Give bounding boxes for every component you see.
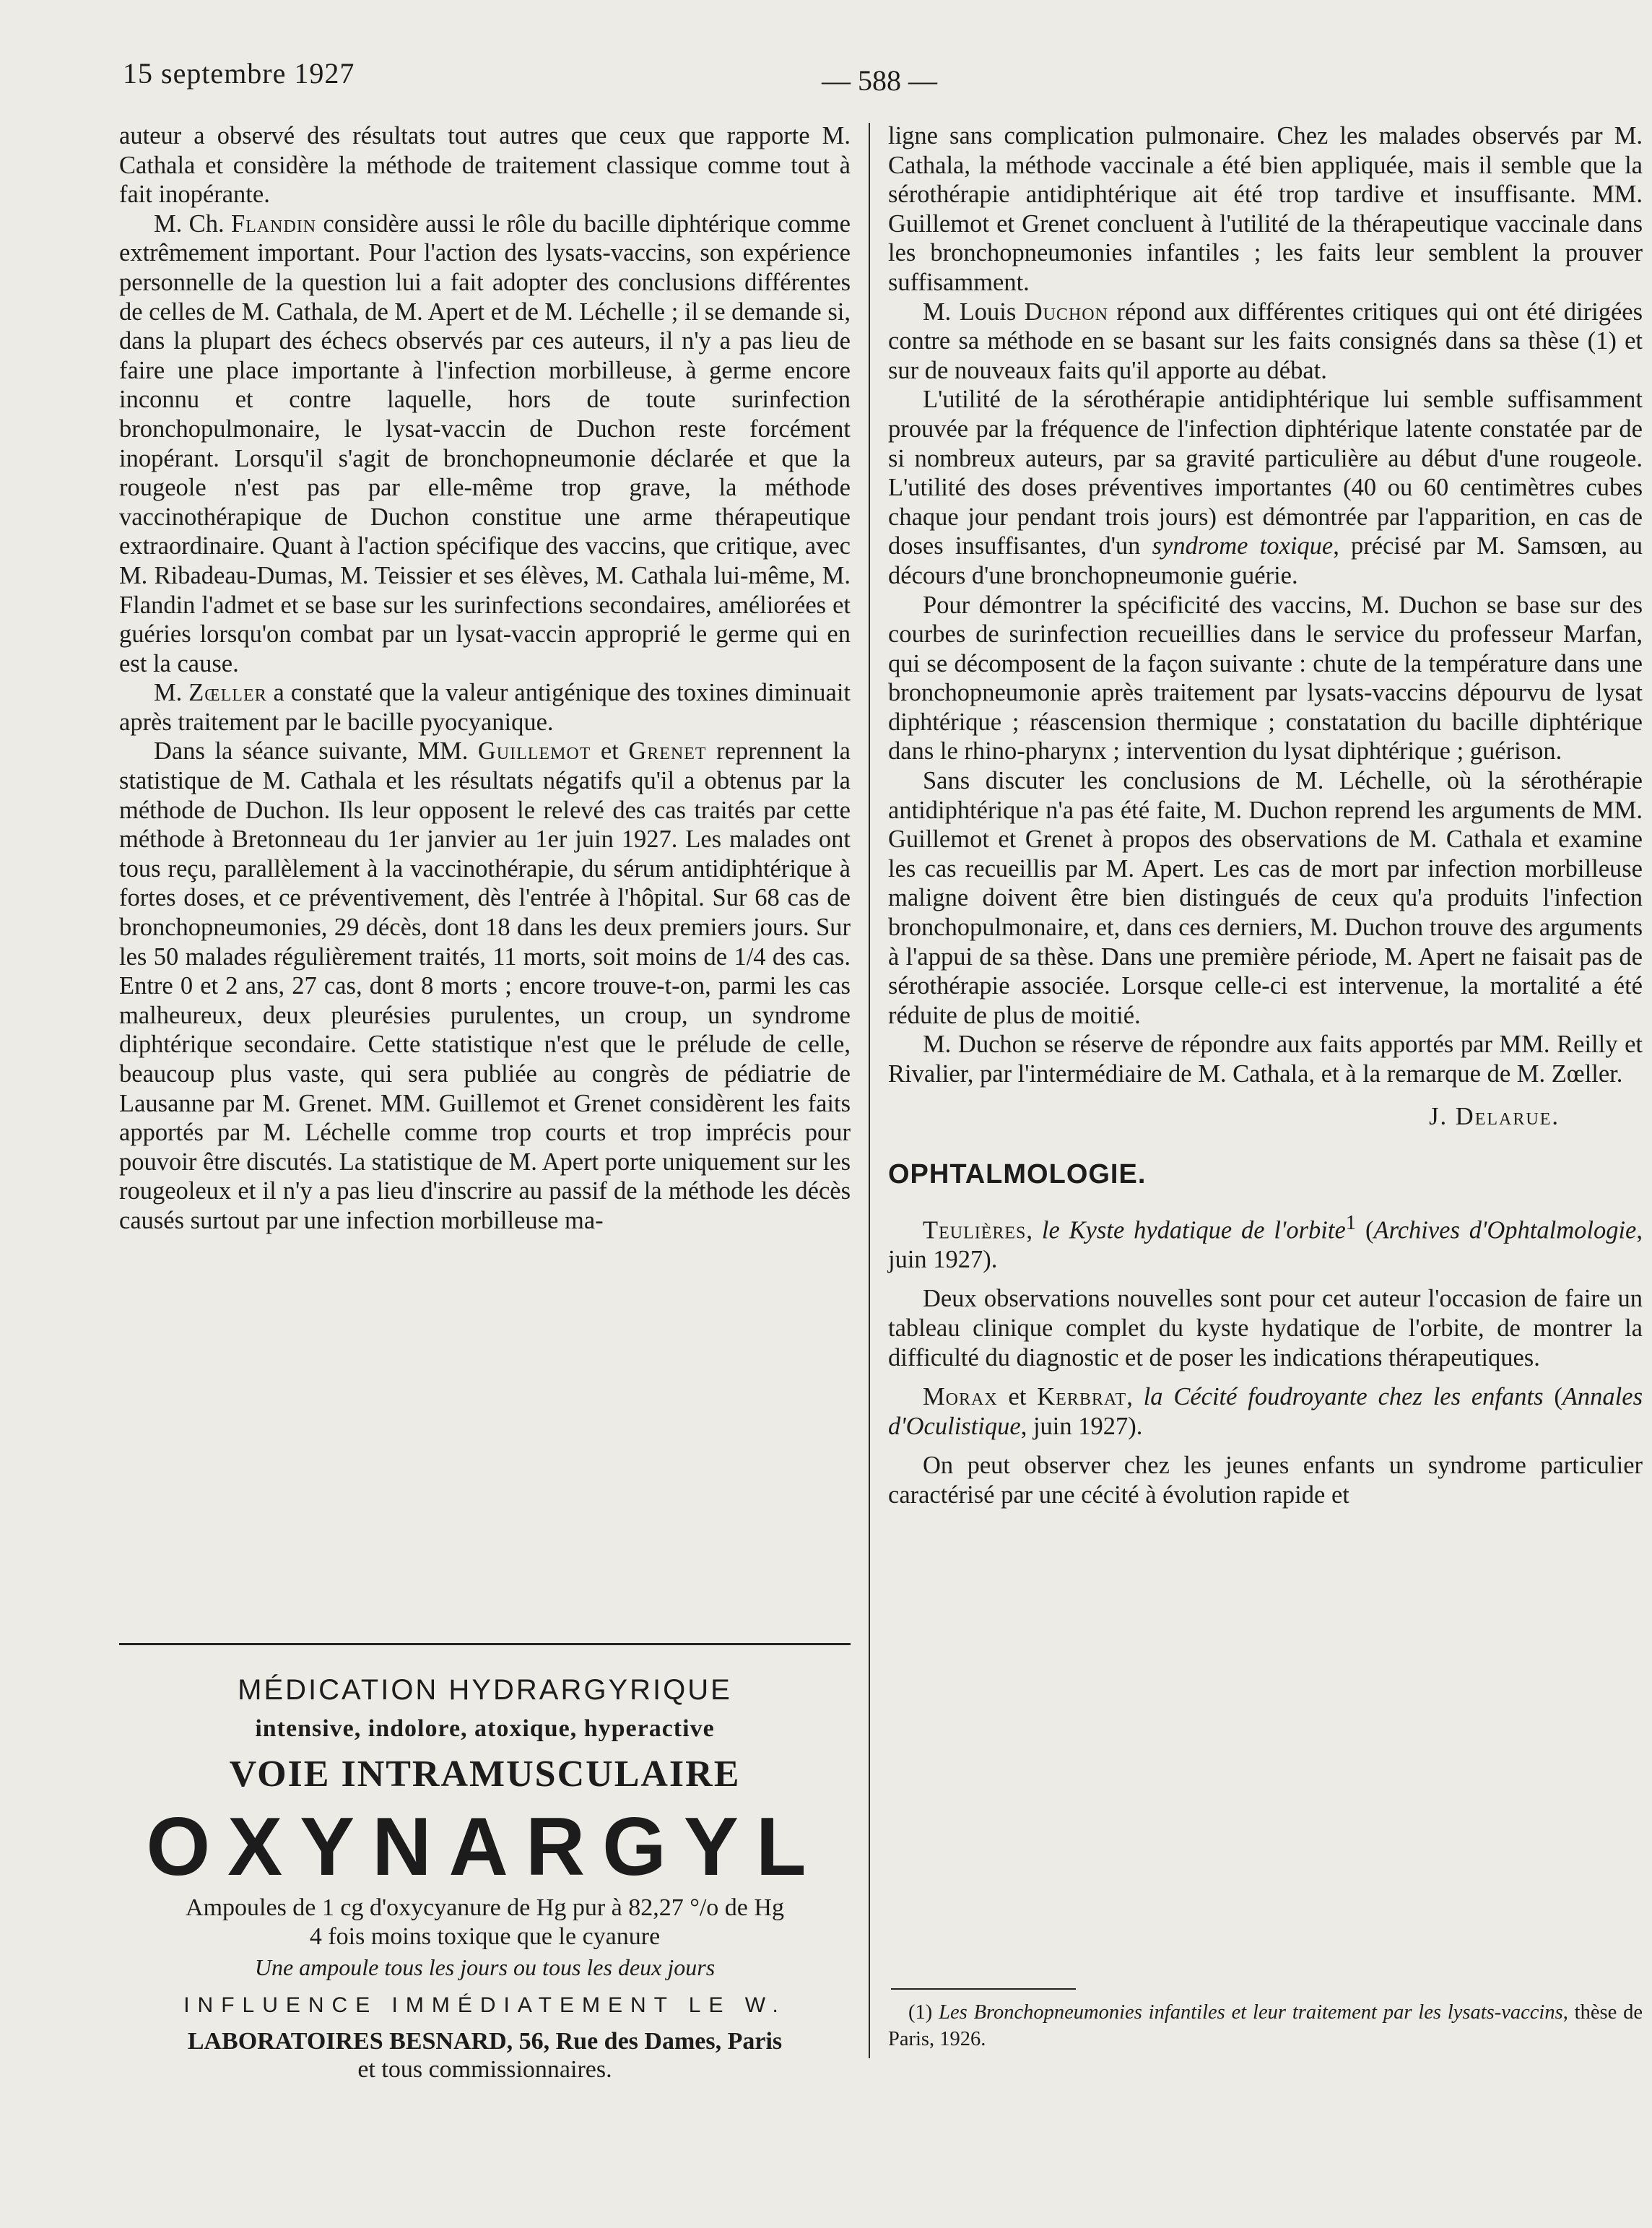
bibliographic-entry: Teulières, le Kyste hydatique de l'orbite$^1$ (Archives d'Ophtalmologie, juin 1927). bbox=[888, 1210, 1643, 1273]
ad-influence: INFLUENCE IMMÉDIATEMENT LE W. bbox=[183, 1993, 786, 2017]
right-column bbox=[888, 121, 1643, 1510]
ad-composition: Ampoules de 1 cg d'oxycyanure de Hg pur à 82,27 °/o de Hg bbox=[186, 1894, 784, 1921]
paragraph: ligne sans complication pulmonaire. Chez les malades observés par M. Cathala, la méthode vaccinale a été bien appliquée, mais il semble que la sérothérapie antidiphtérique ait été trop tardive et insuffisante. MM. Guillemot et Grenet concluent à l'utilité de la thérapeutique vaccinale dans les bronchopneumonies infantiles ; les faits leur semblent la prouver suffisamment. bbox=[888, 122, 1643, 296]
paragraph: Dans la séance suivante, MM. Guillemot et Grenet reprennent la statistique de M. Cathala et les résultats négatifs qu'il a obtenus par la méthode de Duchon. Ils leur opposent le relevé des cas traités par cette méthode à Bretonneau du 1er janvier au 1er juin 1927. Les malades ont tous reçu, parallèlement à la vaccinothérapie, du sérum antidiphtérique à fortes doses, et ce préventivement, dès l'entrée à l'hôpital. Sur 68 cas de bronchopneumonies, 29 décès, dont 18 dans les deux premiers jours. Sur les 50 malades régulièrement traités, 11 morts, soit moins de 1/4 des cas. Entre 0 et 2 ans, 27 cas, dont 8 morts ; encore trouve-t-on, parmi les cas malheureux, deux pleurésies purulentes, un croup, un syndrome diphtérique secondaire. Cette statistique n'est que le prélude de celle, beaucoup plus vaste, qui sera publiée au congrès de pédiatrie de Lausanne par M. Grenet. MM. Guillemot et Grenet considèrent les faits apportés par M. Léchelle comme trop courts et trop imprécis pour pouvoir être discutés. La statistique de M. Apert porte uniquement sur les rougeoleux et il n'y a pas lieu d'inscrire au passif de la méthode les décès causés surtout par une infection morbilleuse ma- bbox=[119, 737, 851, 1234]
paragraph: M. Duchon se réserve de répondre aux faits apportés par MM. Reilly et Rivalier, par l'intermédiaire de M. Cathala, et à la remarque de M. Zœller. bbox=[888, 1031, 1643, 1088]
footnote: (1) Les Bronchopneumonies infantiles et leur traitement par les lysats-vaccins, thèse de Paris, 1926. bbox=[888, 2001, 1643, 2050]
author-name: Guillemot bbox=[477, 737, 591, 766]
advertisement-divider bbox=[119, 1643, 851, 1645]
author-name: Zœller bbox=[188, 679, 267, 707]
footnote-divider bbox=[891, 1988, 1076, 1990]
paragraph: Deux observations nouvelles sont pour cet auteur l'occasion de faire un tableau clinique complet du kyste hydatique de l'orbite, de montrer la difficulté du diagnostic et de poser les indications thérapeutiques. bbox=[888, 1285, 1643, 1371]
ad-title: MÉDICATION HYDRARGYRIQUE bbox=[238, 1674, 732, 1706]
bibliographic-entry: Morax et Kerbrat, la Cécité foudroyante chez les enfants (Annales d'Oculistique, juin 1927). bbox=[888, 1383, 1643, 1440]
author-name: Flandin bbox=[230, 209, 317, 238]
ad-laboratory: LABORATOIRES BESNARD, 56, Rue des Dames, Paris bbox=[187, 2028, 783, 2055]
page-header bbox=[123, 56, 1536, 100]
paragraph: auteur a observé des résultats tout autres que ceux que rapporte M. Cathala et considère la méthode de traitement classique comme tout à fait inopérante. bbox=[119, 122, 851, 209]
column-divider bbox=[869, 123, 870, 2058]
paragraph: Sans discuter les conclusions de M. Léchelle, où la sérothérapie antidiphtérique n'a pas été faite, M. Duchon reprend les arguments de MM. Guillemot et Grenet à propos des observations de M. Cathala et examine les cas recueillis par M. Apert. Les cas de mort par infection morbilleuse maligne doivent être bien distingués de ceux qu'a produits l'infection bronchopulmonaire, et, dans ces derniers, M. Duchon trouve des arguments à l'appui de sa thèse. Dans une première période, M. Apert ne faisait pas de sérothérapie associée. Lorsque celle-ci est intervenue, la mortalité a été réduite de plus de moitié. bbox=[888, 767, 1643, 1029]
paragraph: On peut observer chez les jeunes enfants un syndrome particulier caractérisé par une cécité à évolution rapide et bbox=[888, 1452, 1643, 1509]
author-name: Duchon bbox=[1024, 298, 1108, 326]
signature: J. Delarue. bbox=[1429, 1102, 1560, 1130]
page-number: — 588 — bbox=[822, 64, 937, 97]
section-title: OPHTALMOLOGIE. bbox=[888, 1159, 1147, 1190]
ad-route: VOIE INTRAMUSCULAIRE bbox=[229, 1754, 741, 1795]
advertisement bbox=[119, 1674, 851, 2084]
paragraph: Pour démontrer la spécificité des vaccins, M. Duchon se base sur des courbes de surinfection recueillies dans le service du professeur Marfan, qui se décomposent de la façon suivante : chute de la température dans une bronchopneumonie après traitement par lysats-vaccins dépourvu de lysat diphtérique ; réascension thermique ; constatation du bacille diphtérique dans le rhino-pharynx ; intervention du lysat diphtérique ; guérison. bbox=[888, 591, 1643, 766]
ad-subtitle: intensive, indolore, atoxique, hyperactive bbox=[255, 1715, 715, 1742]
ad-distribution: et tous commissionnaires. bbox=[357, 2056, 612, 2083]
author-name: Grenet bbox=[628, 737, 707, 766]
issue-date: 15 septembre 1927 bbox=[123, 57, 355, 90]
left-column bbox=[119, 121, 851, 1236]
paragraph: M. Louis Duchon répond aux différentes critiques qui ont été dirigées contre sa méthode en se basant sur les faits consignés dans sa thèse (1) et sur de nouveaux faits qu'il apporte au débat. bbox=[888, 298, 1643, 384]
ad-dosage: Une ampoule tous les jours ou tous les deux jours bbox=[254, 1954, 716, 1980]
paragraph: L'utilité de la sérothérapie antidiphtérique lui semble suffisamment prouvée par la fréquence de l'infection diphtérique latente constatée par de si nombreux auteurs, par sa gravité particulière au début d'une rougeole. L'utilité des doses préventives importantes (40 ou 60 centimètres cubes chaque jour pendant trois jours) est démontrée par l'apparition, en cas de doses insuffisantes, d'un syndrome toxique, précisé par M. Samsœn, au décours d'une bronchopneumonie guérie. bbox=[888, 386, 1643, 589]
paragraph: M. Ch. Flandin considère aussi le rôle du bacille diphtérique comme extrêmement important. Pour l'action des lysats-vaccins, son expérience personnelle de la question lui a fait adopter des conclusions différentes de celles de M. Cathala, de M. Apert et de M. Léchelle ; il se demande si, dans la plupart des échecs observés par ces auteurs, il n'y a pas lieu de faire une place importante à l'infection morbilleuse, à germe encore inconnu et contre laquelle, hors de toute surinfection bronchopulmonaire, le lysat-vaccin de Duchon reste forcément inopérant. Lorsqu'il s'agit de bronchopneumonie déclarée et que la rougeole n'est pas par elle-même trop grave, la méthode vaccinothérapique de Duchon constitue une arme thérapeutique extraordinaire. Quant à l'action spécifique des vaccins, que critique, avec M. Ribadeau-Dumas, M. Teissier et ses élèves, M. Cathala lui-même, M. Flandin l'admet et se base sur les surinfections secondaires, améliorées et guéries lorsqu'on combat par un lysat-vaccin approprié le germe qui en est la cause. bbox=[119, 209, 851, 677]
ad-toxicity: 4 fois moins toxique que le cyanure bbox=[309, 1923, 661, 1950]
ad-brand-name: OXYNARGYL bbox=[146, 1801, 824, 1893]
paragraph: M. Zœller a constaté que la valeur antigénique des toxines diminuait après traitement par le bacille pyocyanique. bbox=[119, 679, 851, 736]
